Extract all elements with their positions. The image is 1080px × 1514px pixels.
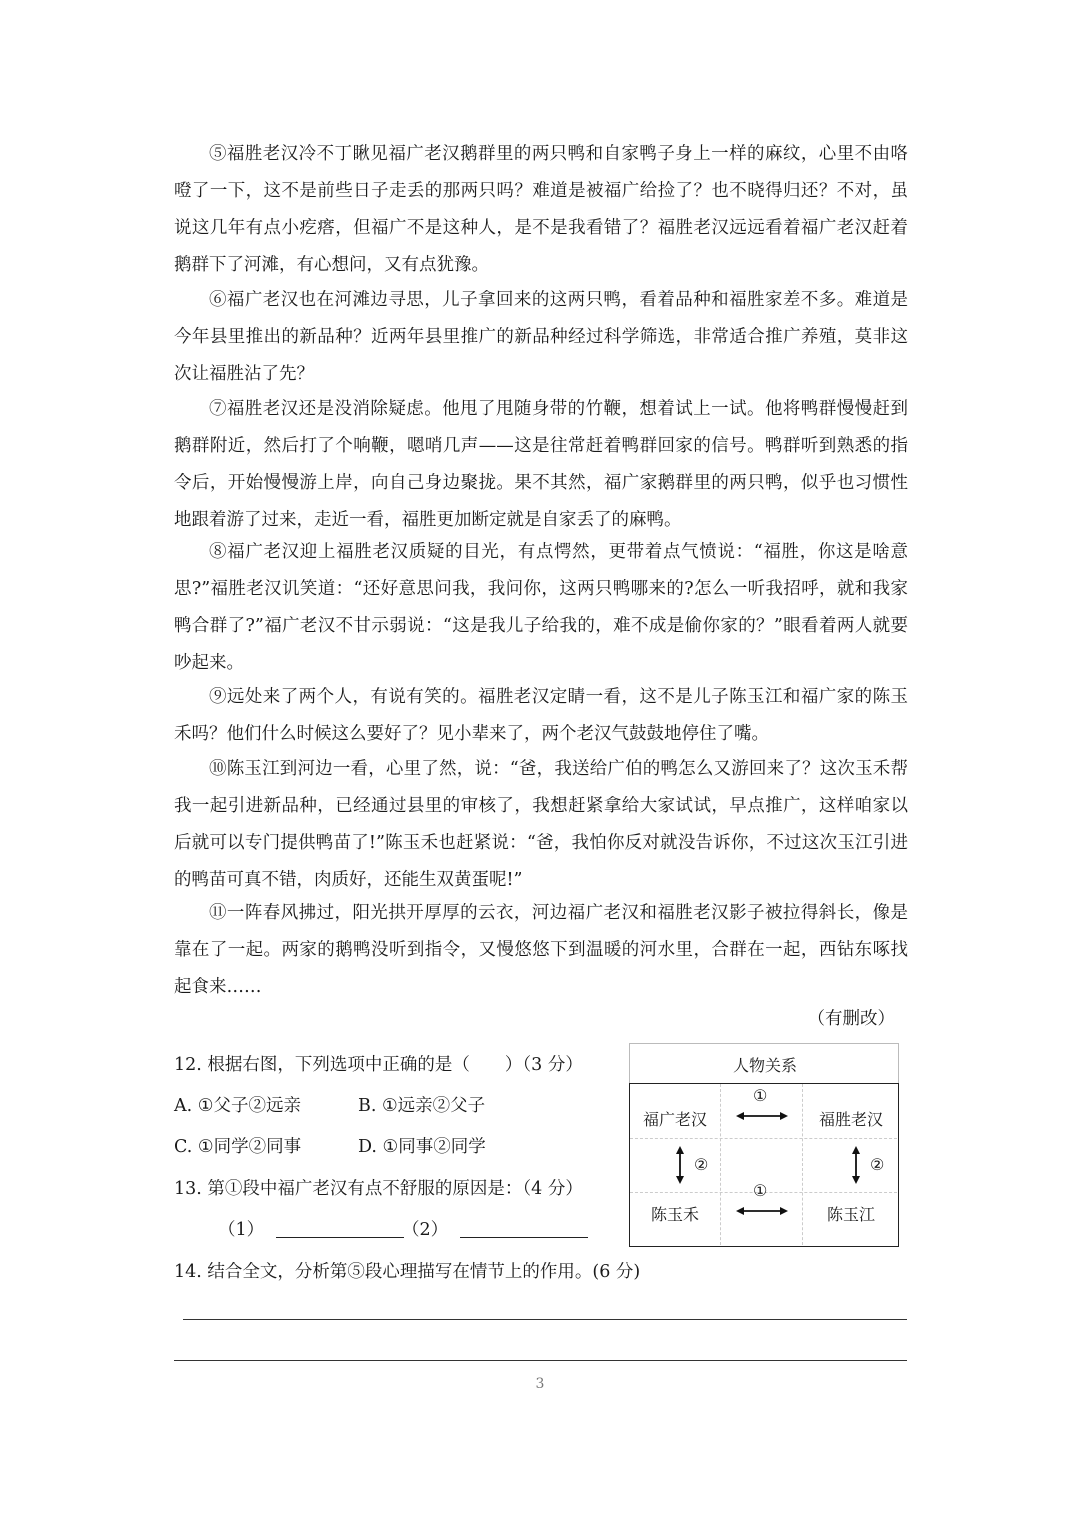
label-right-relation: ②: [870, 1155, 885, 1174]
option-b: B. ①远亲②父子: [358, 1096, 486, 1116]
node-chenyujiang: 陈玉江: [827, 1205, 876, 1224]
node-chenyuhe: 陈玉禾: [651, 1205, 700, 1224]
question-14: 14. 结合全文，分析第⑤段心理描写在情节上的作用。(6 分): [174, 1262, 641, 1282]
diagram-title-box: [629, 1043, 899, 1083]
relationship-diagram: [629, 1043, 899, 1247]
grid-divider: [630, 1138, 897, 1139]
diagram-title: 人物关系: [732, 1056, 797, 1075]
paragraph-8: ⑧福广老汉迎上福胜老汉质疑的目光，有点愕然，更带着点气愤说：“福胜，你这是啥意思?”福胜老汉讥笑道：“还好意思问我，我问你，这两只鸭哪来的?怎么一听我招呼，就和我家鸭合群了?”福广老汉不甘示弱说：“这是我儿子给我的，难不成是偷你家的？”眼看着两人就要吵起来。: [174, 542, 908, 673]
diagram-grid: [629, 1083, 899, 1247]
label-top-relation: ①: [753, 1086, 768, 1105]
question-12: 12. 根据右图，下列选项中正确的是（ ）（3 分）: [174, 1055, 583, 1075]
double-arrow-vertical-icon: [673, 1146, 687, 1184]
label-bottom-relation: ①: [753, 1181, 768, 1200]
option-c: C. ①同学②同事: [174, 1137, 302, 1157]
page-number: 3: [535, 1376, 545, 1392]
label-left-relation: ②: [694, 1155, 709, 1174]
option-d: D. ①同事②同学: [358, 1137, 486, 1157]
answer-blank-2-line[interactable]: [460, 1217, 588, 1238]
paragraph-6: ⑥福广老汉也在河滩边寻思，儿子拿回来的这两只鸭，看着品种和福胜家差不多。难道是今年县里推出的新品种？近两年县里推广的新品种经过科学筛选，非常适合推广养殖，莫非这次让福胜沾了先？: [174, 290, 908, 384]
paragraph-5: ⑤福胜老汉冷不丁瞅见福广老汉鹅群里的两只鸭和自家鸭子身上一样的麻纹，心里不由咯噔了一下，这不是前些日子走丢的那两只吗？难道是被福广给捡了？也不晓得归还？不对，虽说这几年有点小疙瘩，但福广不是这种人，是不是我看错了？福胜老汉远远看着福广老汉赶着鹅群下了河滩，有心想问，又有点犹豫。: [174, 144, 908, 275]
node-fuguang: 福广老汉: [643, 1110, 708, 1129]
node-fusheng: 福胜老汉: [819, 1110, 884, 1129]
double-arrow-horizontal-icon: [736, 1109, 788, 1123]
paragraph-11: ⑪一阵春风拂过，阳光拱开厚厚的云衣，河边福广老汉和福胜老汉影子被拉得斜长，像是靠在了一起。两家的鹅鸭没听到指令，又慢悠悠下到温暖的河水里，合群在一起，西钻东啄找起食来……: [174, 903, 908, 997]
answer-blank-2-label: （2）: [402, 1220, 449, 1240]
answer-blank-1-label: （1）: [218, 1220, 265, 1240]
answer-blank-2[interactable]: [402, 1216, 588, 1244]
double-arrow-vertical-icon: [849, 1146, 863, 1184]
grid-divider: [802, 1084, 803, 1245]
answer-blank-1-line[interactable]: [276, 1217, 404, 1238]
answer-line-1[interactable]: [183, 1319, 907, 1320]
paragraph-10: ⑩陈玉江到河边一看，心里了然，说：“爸，我送给广伯的鸭怎么又游回来了？这次玉禾帮我一起引进新品种，已经通过县里的审核了，我想赶紧拿给大家试试，早点推广，这样咱家以后就可以专门提供鸭苗了!”陈玉禾也赶紧说：“爸，我怕你反对就没告诉你，不过这次玉江引进的鸭苗可真不错，肉质好，还能生双黄蛋呢!”: [174, 759, 908, 890]
edit-note: （有删改）: [807, 1009, 895, 1029]
question-13: 13. 第①段中福广老汉有点不舒服的原因是：（4 分）: [174, 1179, 583, 1199]
answer-blank-1[interactable]: [218, 1216, 404, 1244]
answer-line-2[interactable]: [174, 1360, 907, 1361]
paragraph-7: ⑦福胜老汉还是没消除疑虑。他甩了甩随身带的竹鞭，想着试上一试。他将鸭群慢慢赶到鹅群附近，然后打了个响鞭，嗯哨几声——这是往常赶着鸭群回家的信号。鸭群听到熟悉的指令后，开始慢慢游上岸，向自己身边聚拢。果不其然，福广家鹅群里的两只鸭，似乎也习惯性地跟着游了过来，走近一看，福胜更加断定就是自家丢了的麻鸭。: [174, 399, 908, 530]
paragraph-9: ⑨远处来了两个人，有说有笑的。福胜老汉定睛一看，这不是儿子陈玉江和福广家的陈玉禾吗？他们什么时候这么要好了？见小辈来了，两个老汉气鼓鼓地停住了嘴。: [174, 687, 908, 744]
option-a: A. ①父子②远亲: [174, 1096, 301, 1116]
double-arrow-horizontal-icon: [736, 1204, 788, 1218]
grid-divider: [720, 1084, 721, 1245]
